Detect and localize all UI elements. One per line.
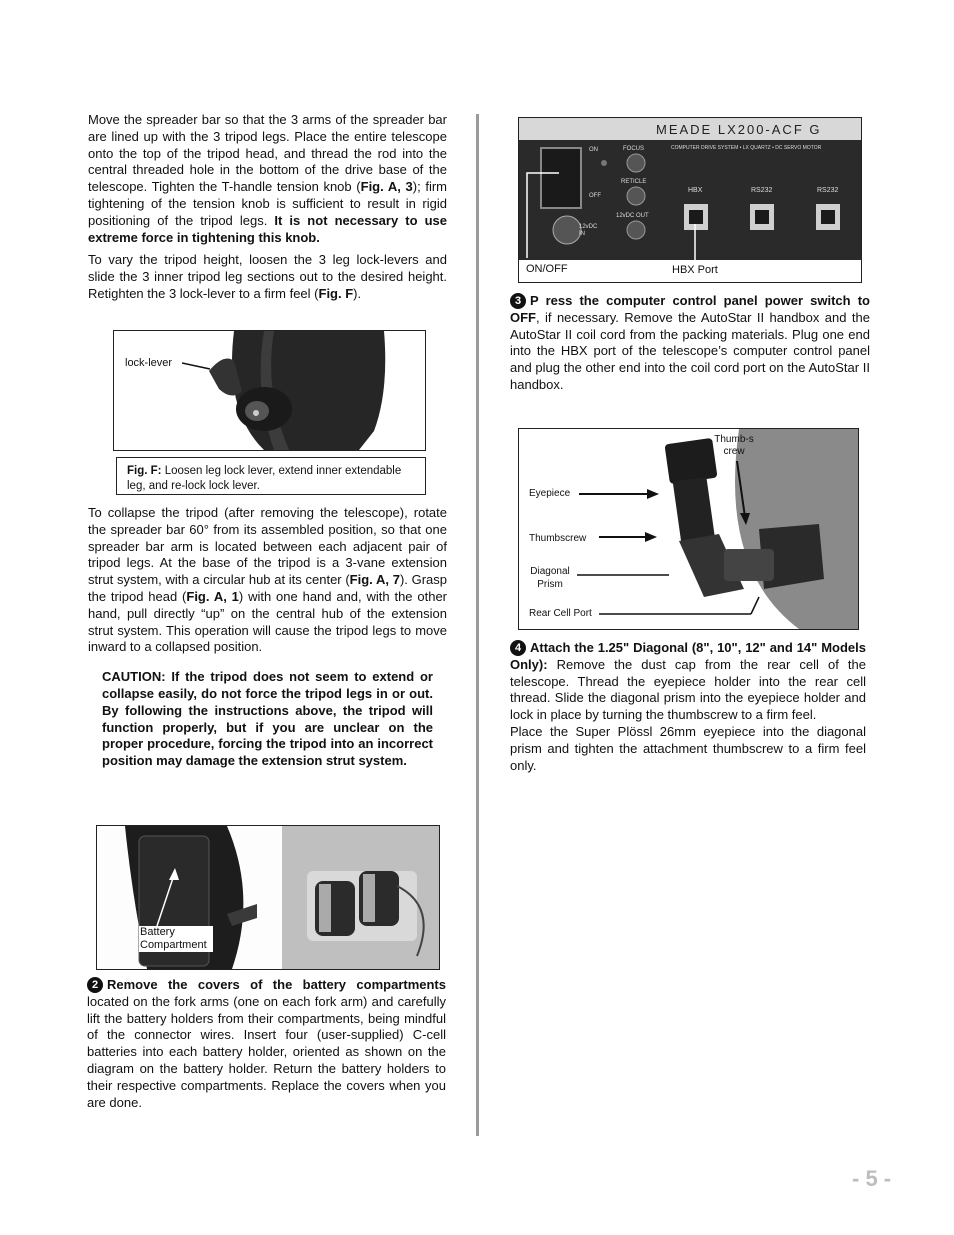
rear-cell-port-label: Rear Cell Port (529, 608, 592, 619)
step-4: 4 Attach the 1.25" Diagonal (8", 10", 12" and 14" Models Only): Remove the dust cap from the rear cell of the telescope. Thread the eyepiece holder into the rear cell thread. Slide the diagonal prism into the eyepiece holder and lock in place by turning the thumbscrew to a firm feel. Place the Super Plössl 26mm eyepiece into the diagonal prism and tighten the attachment thumbscrew to a firm feel only. (510, 640, 866, 773)
paragraph-spreader-bar: Move the spreader bar so that the 3 arms of the spreader bar are lined up with the 3 tripod legs. Place the entire telescope onto the top of the tripod head, and thread the rod into the central threaded hole in the bottom of the drive base of the telescope. Tighten the T-handle tension knob (Fig. A, 3); firm tightening of the tension knob is sufficient to result in rigid positioning of the tripod legs. It is not necessary to use extreme force in tightening this knob. (88, 112, 448, 245)
panel-12v-out-label: 12vDC OUT (616, 213, 649, 219)
step-4-eyepiece-text: Place the Super Plössl 26mm eyepiece into the diagonal prism and tighten the attachment thumbscrew to a firm feel only. (510, 723, 866, 773)
column-divider (476, 114, 479, 1136)
panel-brand-text: MEADE LX200-ACF G (656, 122, 822, 137)
thumbscrew-label: Thumbscrew (529, 533, 587, 544)
caution-text: CAUTION: If the tripod does not seem to extend or collapse easily, do not force the tripod legs in or out. By following the instructions above, the tripod will function properly, but if you are unclear on the proper procedure, forcing the tripod into an incorrect position may damage the extension strut system. (102, 669, 433, 769)
step-3: 3 P ress the computer control panel power switch to OFF, if necessary. Remove the AutoStar II handbox and the AutoStar II coil cord from the packing materials. Plug one end into the HBX port of the telescope’s computer control panel and plug the other end into the coil cord port on the AutoStar II handbox. (510, 293, 870, 392)
figure-f-photo (113, 330, 426, 451)
panel-on-label: ON (589, 147, 598, 153)
panel-focus-label: FOCUS (623, 146, 644, 152)
figure-f-caption: Fig. F: Loosen leg lock lever, extend inner extendable leg, and re-lock lock lever. (116, 457, 426, 495)
step-3-number: 3 (510, 293, 526, 309)
left-column-middle (88, 505, 447, 770)
control-panel-photo (518, 117, 862, 283)
paragraph-collapse-tripod: To collapse the tripod (after removing the telescope), rotate the spreader bar 60° from its assembled position, so that one spreader bar arm is located between each adjacent pair of tripod legs. At the base of the tripod is a 3-vane extension strut system, with a circular hub at its center (Fig. A, 7). Grasp the tripod head (Fig. A, 1) with one hand and, with the other hand, pull directly “up” on the central hub of the extension strut system. This operation will cause the tripod legs to move inward to a collapsed position. (88, 505, 448, 655)
on-off-label: ON/OFF (526, 263, 568, 275)
panel-rs232-label-2: RS232 (817, 187, 839, 194)
diagonal-prism-illustration (519, 429, 858, 629)
panel-subtitle-text: COMPUTER DRIVE SYSTEM • LX QUARTZ • DC SERVO MOTOR (671, 145, 822, 151)
lock-lever-pointer (182, 361, 212, 371)
panel-rs232-label-1: RS232 (751, 187, 773, 194)
left-column-top (88, 112, 447, 303)
lock-lever-label: lock-lever (125, 357, 173, 369)
thumb-screw-top-label: Thumb-screw (714, 434, 754, 457)
diagonal-prism-label: Diagonal Prism (530, 566, 570, 590)
eyepiece-label: Eyepiece (529, 488, 571, 499)
battery-compartment-label: Battery Compartment (139, 926, 213, 952)
paragraph-tripod-height: To vary the tripod height, loosen the 3 leg lock-levers and slide the 3 inner tripod leg sections out to the desired height. Retighten the 3 lock-lever to a firm feel (Fig. F). (88, 252, 447, 301)
diagonal-photo (518, 428, 859, 630)
step-4-number: 4 (510, 640, 526, 656)
panel-reticle-label: RETICLE (621, 179, 647, 185)
page-number: - 5 - (852, 1166, 892, 1191)
panel-12v-in-label: 12vDC IN (579, 224, 598, 237)
lock-lever-illustration (114, 331, 425, 450)
panel-hbx-label: HBX (688, 187, 703, 194)
step-2: 2 Remove the covers of the battery compartments located on the fork arms (one on each fork arm) and carefully lift the battery holders from their compartments, being mindful of the connector wires. Insert four (user-supplied) C-cell batteries into each battery holder, oriented as shown on the diagram on the battery holder. Return the battery holders to their respective compartments. Replace the covers when you are done. (87, 977, 446, 1110)
step-2-number: 2 (87, 977, 103, 993)
panel-off-label: OFF (589, 193, 601, 199)
battery-photo (96, 825, 440, 970)
hbx-port-label: HBX Port (672, 264, 718, 276)
